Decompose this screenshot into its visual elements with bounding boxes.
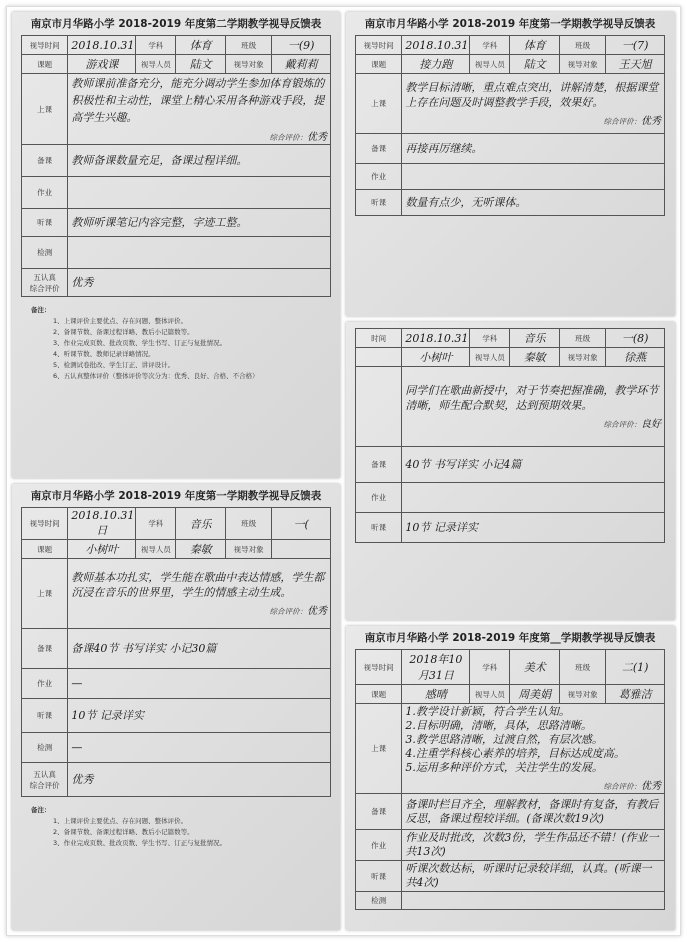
- form-photo-2: [346, 12, 675, 316]
- header-row-1: [356, 36, 665, 55]
- section-content: [402, 367, 665, 447]
- section-content: [402, 164, 665, 190]
- header-row-1: [356, 329, 665, 348]
- section-row: [356, 892, 665, 910]
- label-target: 视导对象: [225, 55, 271, 74]
- section-content: [402, 483, 665, 513]
- label-observer: 视导人员: [470, 55, 510, 74]
- label-target: 视导对象: [559, 348, 605, 367]
- overall-rating: [405, 415, 661, 430]
- section-label: 作业: [356, 164, 402, 190]
- section-text: 同学们在歌曲新授中，对于节奏把握准确，教学环节清晰，师生配合默契，达到预期效果。: [405, 384, 659, 412]
- section-text: 备课40节 书写详实 小记30篇: [71, 642, 217, 655]
- section-row: [356, 483, 665, 513]
- form-title: 南京市月华路小学 2018-2019 年度第一学期教学视导反馈表: [364, 18, 656, 30]
- section-label: 听课: [356, 513, 402, 543]
- section-row: [356, 861, 665, 892]
- note-item: 2、备课节数、备课过程详略、教后小记篇数等。: [53, 828, 194, 836]
- section-label: 备课: [356, 134, 402, 164]
- section-label: 备课: [356, 447, 402, 483]
- section-content: [402, 447, 665, 483]
- section-row: [356, 74, 665, 134]
- overall-rating: [71, 128, 327, 143]
- class-value: 一(8): [606, 329, 665, 348]
- section-row: [22, 559, 331, 629]
- subject-value: 音乐: [176, 508, 225, 540]
- label-target: 视导对象: [559, 685, 605, 704]
- section-row: [22, 733, 331, 763]
- section-label: 检测: [356, 892, 402, 910]
- section-content: [68, 269, 331, 297]
- form-title: 南京市月华路小学 2018-2019 年度第一学期教学视导反馈表: [30, 490, 322, 502]
- section-label: 上课: [356, 74, 402, 134]
- section-text: 10节 记录详实: [405, 521, 478, 534]
- feedback-table: [21, 507, 331, 797]
- target-value: [272, 540, 331, 559]
- section-label: 作业: [22, 669, 68, 699]
- rating-label: 综合评价：: [603, 420, 641, 429]
- section-label: 作业: [22, 177, 68, 209]
- notes: [21, 305, 331, 382]
- form-photo-4: [12, 484, 340, 930]
- section-text: 再接再厉继续。: [405, 142, 483, 155]
- label-target: 视导对象: [225, 540, 271, 559]
- section-text: 数量有点少，无听课体。: [405, 196, 527, 209]
- target-value: 徐燕: [606, 348, 665, 367]
- feedback-table: [355, 649, 665, 910]
- class-value: 一(9): [272, 36, 331, 55]
- section-label: 备课: [22, 629, 68, 669]
- rating-value: 良好: [641, 419, 661, 430]
- section-text: 教师备课数量充足，备课过程详细。: [71, 154, 248, 167]
- label-time: 时间: [356, 329, 402, 348]
- header-row-2: [356, 685, 665, 704]
- feedback-table: [355, 328, 665, 543]
- section-text: 10节 记录详实: [71, 709, 144, 722]
- observer-value: 陆文: [176, 55, 225, 74]
- section-text: 教师基本功扎实，学生能在歌曲中表达情感，学生都沉浸在音乐的世界里，学生的情感主动生成。: [71, 571, 325, 599]
- label-class: 班级: [559, 36, 605, 55]
- label-class: 班级: [559, 650, 605, 685]
- section-label: 上课: [356, 704, 402, 794]
- class-value: 二(1): [606, 650, 665, 685]
- header-row-2: [22, 540, 331, 559]
- note-item: 1、上课评价主要优点、存在问题、整体评价。: [53, 317, 188, 325]
- feedback-table: [355, 35, 665, 216]
- section-label: 作业: [356, 830, 402, 861]
- label-observer: 视导人员: [470, 685, 510, 704]
- section-content: [68, 177, 331, 209]
- label-topic: 课题: [22, 540, 68, 559]
- header-row-2: [22, 55, 331, 74]
- note-item: 2、备课节数、备课过程详略、教后小记篇数等。: [53, 328, 194, 336]
- section-content: [402, 861, 665, 892]
- section-row: [22, 699, 331, 733]
- rating-label: 综合评价：: [603, 782, 641, 791]
- section-label: 听课: [356, 190, 402, 216]
- section-label: 听课: [22, 699, 68, 733]
- section-label: 检测: [22, 733, 68, 763]
- section-row: [22, 669, 331, 699]
- section-content: [68, 629, 331, 669]
- topic-value: 游戏课: [68, 55, 136, 74]
- label-time: 视导时间: [356, 36, 402, 55]
- notes: [21, 805, 331, 849]
- section-row: [22, 237, 331, 269]
- section-content: [402, 794, 665, 830]
- section-row: [356, 367, 665, 447]
- subject-value: 体育: [510, 36, 559, 55]
- target-value: 葛雅洁: [606, 685, 665, 704]
- note-item: 5、检测试卷批改、学生订正、讲评设计。: [53, 361, 175, 369]
- observer-value: 周美娟: [510, 685, 559, 704]
- overall-rating: [405, 777, 661, 792]
- rating-value: 优秀: [307, 606, 327, 617]
- time-value: 2018.10.31: [402, 36, 470, 55]
- time-value: 2018.10.31: [402, 329, 470, 348]
- header-row-1: [22, 36, 331, 55]
- form-title: 南京市月华路小学 2018-2019 年度第二学期教学视导反馈表: [30, 18, 322, 30]
- label-subject: 学科: [470, 329, 510, 348]
- section-row: [22, 629, 331, 669]
- label-subject: 学科: [470, 650, 510, 685]
- note-item: 3、作业完成页数、批改页数、学生书写、订正与复批情况。: [53, 839, 227, 847]
- section-text: —: [71, 741, 83, 754]
- section-row: [22, 177, 331, 209]
- label-observer: 视导人员: [136, 540, 176, 559]
- section-text: 教学目标清晰，重点难点突出，讲解清楚，根据课堂上存在问题及时调整教学手段，效果好。: [405, 81, 659, 109]
- section-text: 优秀: [71, 276, 94, 289]
- notes-title: 备注：: [31, 306, 51, 314]
- section-text: 优秀: [71, 773, 94, 786]
- time-value: 2018年10月31日: [402, 650, 470, 685]
- label-class: 班级: [559, 329, 605, 348]
- section-label: [356, 367, 402, 447]
- section-label: 备课: [356, 794, 402, 830]
- time-value: 2018.10.31日: [68, 508, 136, 540]
- subject-value: 音乐: [510, 329, 559, 348]
- target-value: 王天旭: [606, 55, 665, 74]
- note-item: 3、作业完成页数、批改页数、学生书写、订正与复批情况。: [53, 339, 227, 347]
- section-row: [356, 704, 665, 794]
- section-row: [22, 145, 331, 177]
- section-label: 作业: [356, 483, 402, 513]
- section-label: 检测: [22, 237, 68, 269]
- note-item: 1、上课评价主要优点、存在问题、整体评价。: [53, 817, 188, 825]
- section-text: 教师课前准备充分，能充分调动学生参加体育锻炼的积极性和主动性，课堂上精心采用各种游戏手段，提高学生兴趣。: [71, 77, 325, 124]
- section-content: [402, 892, 665, 910]
- topic-value: 小树叶: [68, 540, 136, 559]
- section-text: 40节 书写详实 小记4篇: [405, 458, 522, 471]
- observer-value: 秦敏: [176, 540, 225, 559]
- section-row: [22, 209, 331, 237]
- note-item: 6、五认真整体评价（整体评价等次分为：优秀、良好、合格、不合格）: [53, 372, 259, 380]
- topic-value: 接力跑: [402, 55, 470, 74]
- section-content: [68, 559, 331, 629]
- section-text: 教师听课笔记内容完整，字迹工整。: [71, 216, 248, 229]
- section-row: [22, 269, 331, 297]
- section-content: [68, 669, 331, 699]
- rating-value: 优秀: [307, 132, 327, 143]
- rating-value: 优秀: [641, 781, 661, 792]
- form-photo-3: [346, 322, 675, 620]
- form-photo-5: [346, 626, 675, 930]
- section-content: [68, 763, 331, 797]
- observer-value: 陆文: [510, 55, 559, 74]
- subject-value: 体育: [176, 36, 225, 55]
- section-row: [22, 74, 331, 145]
- section-content: [402, 74, 665, 134]
- section-content: [68, 237, 331, 269]
- label-class: 班级: [225, 508, 271, 540]
- notes-title: 备注：: [31, 806, 51, 814]
- label-time: 视导时间: [22, 508, 68, 540]
- rating-label: 综合评价：: [603, 117, 641, 126]
- target-value: 戴莉莉: [272, 55, 331, 74]
- rating-label: 综合评价：: [269, 607, 307, 616]
- label-topic: [356, 348, 402, 367]
- section-content: [402, 704, 665, 794]
- topic-value: 感晴: [402, 685, 470, 704]
- label-subject: 学科: [136, 508, 176, 540]
- section-label: 听课: [22, 209, 68, 237]
- header-row-2: [356, 348, 665, 367]
- section-label: 五认真 综合评价: [22, 269, 68, 297]
- rating-label: 综合评价：: [269, 133, 307, 142]
- section-text: 备课时栏目齐全，理解教材，备课时有复备，有教后反思，备课过程较详细。(备课次数19次): [405, 797, 659, 825]
- label-target: 视导对象: [559, 55, 605, 74]
- label-time: 视导时间: [356, 650, 402, 685]
- label-subject: 学科: [470, 36, 510, 55]
- section-content: [402, 134, 665, 164]
- section-content: [402, 830, 665, 861]
- section-row: [356, 830, 665, 861]
- note-item: 4、听课节数、教师记录详略情况。: [53, 350, 155, 358]
- section-row: [356, 190, 665, 216]
- section-text: 1.教学设计新颖，符合学生认知。 2.目标明确，清晰，具体，思路清晰。 3.教学思路清晰，过渡自然，有层次感。 4.注重学科核心素养的培养，目标达成度高。 5.运用多种评价方式，关注学生的发展。: [405, 705, 625, 774]
- section-content: [68, 209, 331, 237]
- class-value: 一(7): [606, 36, 665, 55]
- overall-rating: [405, 112, 661, 127]
- section-row: [22, 763, 331, 797]
- label-time: 视导时间: [22, 36, 68, 55]
- class-value: 一(: [272, 508, 331, 540]
- section-row: [356, 134, 665, 164]
- section-text: 作业及时批改，次数3份，学生作品还不错！(作业一共13次): [405, 831, 659, 858]
- section-content: [402, 513, 665, 543]
- section-label: 备课: [22, 145, 68, 177]
- header-row-1: [22, 508, 331, 540]
- section-content: [68, 733, 331, 763]
- section-label: 上课: [22, 74, 68, 145]
- observer-value: 秦敏: [510, 348, 559, 367]
- section-content: [68, 74, 331, 145]
- label-topic: 课题: [22, 55, 68, 74]
- header-row-2: [356, 55, 665, 74]
- label-observer: 视导人员: [136, 55, 176, 74]
- section-text: 听课次数达标，听课时记录较详细，认真。(听课一共4次): [405, 862, 652, 889]
- header-row-1: [356, 650, 665, 685]
- form-photo-1: [12, 12, 340, 478]
- section-label: 听课: [356, 861, 402, 892]
- section-row: [356, 164, 665, 190]
- section-content: [68, 699, 331, 733]
- form-title: 南京市月华路小学 2018-2019 年度第__学期教学视导反馈表: [364, 632, 656, 644]
- topic-value: 小树叶: [402, 348, 470, 367]
- label-observer: 视导人员: [470, 348, 510, 367]
- overall-rating: [71, 602, 327, 617]
- label-topic: 课题: [356, 55, 402, 74]
- section-row: [356, 794, 665, 830]
- section-text: —: [71, 677, 83, 690]
- subject-value: 美术: [510, 650, 559, 685]
- label-topic: 课题: [356, 685, 402, 704]
- section-row: [356, 513, 665, 543]
- section-content: [402, 190, 665, 216]
- section-row: [356, 447, 665, 483]
- section-label: 五认真 综合评价: [22, 763, 68, 797]
- section-label: 上课: [22, 559, 68, 629]
- time-value: 2018.10.31: [68, 36, 136, 55]
- rating-value: 优秀: [641, 116, 661, 127]
- label-class: 班级: [225, 36, 271, 55]
- section-content: [68, 145, 331, 177]
- label-subject: 学科: [136, 36, 176, 55]
- feedback-table: [21, 35, 331, 297]
